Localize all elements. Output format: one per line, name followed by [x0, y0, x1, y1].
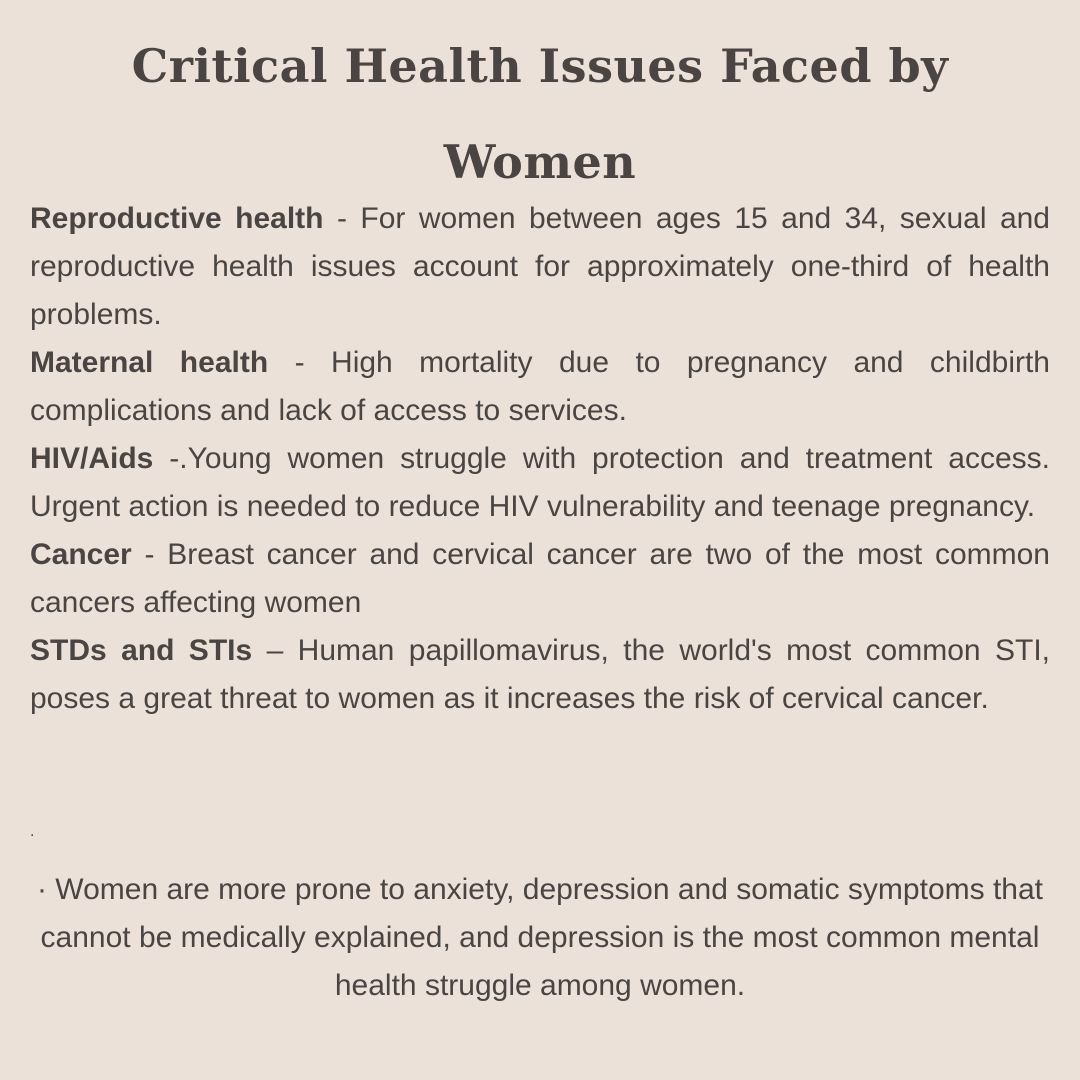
health-issues-list — [30, 195, 1050, 723]
issue-hiv-aids — [30, 435, 1050, 531]
issue-name: Cancer — [30, 538, 132, 571]
issue-name: HIV/Aids — [30, 442, 154, 475]
issue-separator: - — [268, 346, 332, 379]
issue-name: Reproductive health — [30, 202, 324, 235]
issue-description: Young women struggle with protection and treatment access. Urgent action is needed to reduce HIV vulnerability and teenage pregnancy. — [30, 442, 1050, 523]
issue-separator: – — [252, 634, 298, 667]
issue-separator: -. — [153, 442, 188, 475]
issue-description: Breast cancer and cervical cancer are two of the most common cancers affecting women — [30, 538, 1050, 619]
issue-name: STDs and STIs — [30, 634, 253, 667]
page-title: Critical Health Issues Faced by Women — [131, 39, 949, 189]
issue-cancer — [30, 531, 1050, 627]
issue-description: High mortality due to pregnancy and childbirth complications and lack of access to services. — [30, 346, 1050, 427]
separator-dot: . — [30, 823, 35, 840]
issue-reproductive-health — [30, 195, 1050, 339]
issue-description: Human papillomavirus, the world's most common STI, poses a great threat to women as it increases the risk of cervical cancer. — [30, 634, 1050, 715]
mental-health-note: · Women are more prone to anxiety, depression and somatic symptoms that cannot be medically explained, and depression is the most common mental health struggle among women. — [36, 873, 1043, 1002]
issue-maternal-health — [30, 339, 1050, 435]
issue-separator: - — [323, 202, 361, 235]
issue-separator: - — [131, 538, 168, 571]
issue-stds-stis — [30, 627, 1050, 723]
issue-name: Maternal health — [30, 346, 269, 379]
issue-description: For women between ages 15 and 34, sexual and reproductive health issues account for approximately one-third of health problems. — [30, 202, 1050, 331]
